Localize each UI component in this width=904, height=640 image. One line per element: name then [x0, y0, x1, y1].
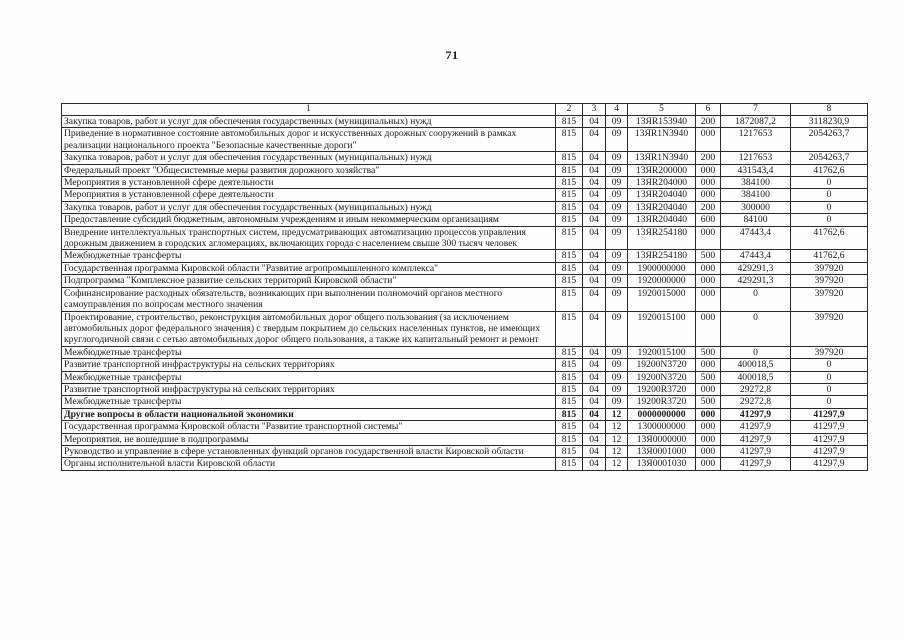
cell-col-6: 500	[696, 396, 721, 408]
table-row	[62, 152, 868, 164]
cell-col-2: 815	[556, 262, 583, 274]
cell-col-2: 815	[556, 275, 583, 287]
cell-name: Мероприятия в установленной сфере деятельности	[62, 189, 556, 201]
cell-col-6: 500	[696, 250, 721, 262]
cell-col-2: 815	[556, 445, 583, 457]
cell-col-8: 41762,6	[791, 226, 868, 250]
table-row	[62, 116, 868, 128]
cell-col-4: 09	[606, 128, 628, 152]
cell-name: Государственная программа Кировской области "Развитие агропромышленного комплекса"	[62, 262, 556, 274]
cell-name: Закупка товаров, работ и услуг для обеспечения государственных (муниципальных) нужд	[62, 152, 556, 164]
page-number: 71	[445, 48, 459, 62]
table-row	[62, 421, 868, 433]
cell-col-3: 04	[583, 226, 606, 250]
header-col-6: 6	[696, 104, 721, 116]
cell-col-7: 400018,5	[721, 359, 791, 371]
cell-col-6: 000	[696, 226, 721, 250]
cell-col-8: 0	[791, 214, 868, 226]
cell-col-7: 41297,9	[721, 421, 791, 433]
table-row	[62, 359, 868, 371]
cell-col-6: 000	[696, 287, 721, 311]
cell-col-6: 000	[696, 433, 721, 445]
cell-col-7: 1217653	[721, 152, 791, 164]
cell-col-3: 04	[583, 262, 606, 274]
cell-col-8: 2054263,7	[791, 128, 868, 152]
cell-col-3: 04	[583, 128, 606, 152]
cell-col-3: 04	[583, 371, 606, 383]
table-row	[62, 346, 868, 358]
cell-col-5: 13ЯR204040	[628, 189, 696, 201]
cell-col-2: 815	[556, 383, 583, 395]
cell-col-4: 09	[606, 164, 628, 176]
cell-col-7: 384100	[721, 177, 791, 189]
cell-name: Приведение в нормативное состояние автомобильных дорог и искусственных дорожных сооружений в рамках реализации национального проекта "Безопасные качественные дороги"	[62, 128, 556, 152]
table-row	[62, 445, 868, 457]
cell-col-7: 0	[721, 346, 791, 358]
cell-col-8: 41297,9	[791, 421, 868, 433]
cell-col-6: 500	[696, 346, 721, 358]
header-col-7: 7	[721, 104, 791, 116]
cell-col-3: 04	[583, 396, 606, 408]
cell-col-3: 04	[583, 311, 606, 346]
table-row	[62, 164, 868, 176]
cell-col-5: 0000000000	[628, 408, 696, 420]
cell-col-8: 397920	[791, 311, 868, 346]
cell-col-5: 13ЯR200000	[628, 164, 696, 176]
cell-name: Закупка товаров, работ и услуг для обеспечения государственных (муниципальных) нужд	[62, 116, 556, 128]
cell-col-4: 09	[606, 177, 628, 189]
cell-name: Межбюджетные трансферты	[62, 346, 556, 358]
cell-col-5: 19200R3720	[628, 396, 696, 408]
cell-col-4: 09	[606, 371, 628, 383]
cell-name: Развитие транспортной инфраструктуры на сельских территориях	[62, 383, 556, 395]
cell-col-4: 09	[606, 383, 628, 395]
cell-col-6: 000	[696, 275, 721, 287]
cell-col-8: 41297,9	[791, 408, 868, 420]
cell-col-4: 12	[606, 421, 628, 433]
cell-col-2: 815	[556, 164, 583, 176]
table-row	[62, 383, 868, 395]
cell-col-2: 815	[556, 311, 583, 346]
cell-col-6: 000	[696, 311, 721, 346]
cell-col-4: 09	[606, 116, 628, 128]
cell-col-3: 04	[583, 408, 606, 420]
cell-col-6: 000	[696, 128, 721, 152]
cell-col-7: 1217653	[721, 128, 791, 152]
cell-col-3: 04	[583, 346, 606, 358]
cell-col-6: 200	[696, 116, 721, 128]
cell-col-8: 397920	[791, 287, 868, 311]
cell-col-7: 1872087,2	[721, 116, 791, 128]
cell-col-4: 09	[606, 262, 628, 274]
table-body	[62, 116, 868, 471]
table-row	[62, 250, 868, 262]
cell-col-7: 41297,9	[721, 445, 791, 457]
table-row	[62, 201, 868, 213]
cell-col-2: 815	[556, 116, 583, 128]
table-row	[62, 433, 868, 445]
table-row	[62, 275, 868, 287]
cell-col-8: 41297,9	[791, 445, 868, 457]
cell-col-2: 815	[556, 458, 583, 470]
cell-col-5: 1920000000	[628, 275, 696, 287]
cell-col-3: 04	[583, 287, 606, 311]
table-row	[62, 262, 868, 274]
cell-col-2: 815	[556, 189, 583, 201]
cell-col-8: 0	[791, 201, 868, 213]
cell-name: Другие вопросы в области национальной экономики	[62, 408, 556, 420]
cell-col-6: 000	[696, 189, 721, 201]
cell-col-8: 397920	[791, 275, 868, 287]
cell-col-5: 13ЯR204040	[628, 201, 696, 213]
cell-col-7: 400018,5	[721, 371, 791, 383]
cell-col-7: 431543,4	[721, 164, 791, 176]
cell-col-2: 815	[556, 250, 583, 262]
cell-col-2: 815	[556, 359, 583, 371]
cell-col-8: 0	[791, 371, 868, 383]
cell-name: Межбюджетные трансферты	[62, 250, 556, 262]
cell-col-7: 429291,3	[721, 275, 791, 287]
cell-col-5: 13ЯR254180	[628, 250, 696, 262]
cell-col-8: 41297,9	[791, 458, 868, 470]
header-col-8: 8	[791, 104, 868, 116]
cell-col-2: 815	[556, 371, 583, 383]
cell-col-8: 0	[791, 396, 868, 408]
cell-name: Федеральный проект "Общесистемные меры развития дорожного хозяйства"	[62, 164, 556, 176]
cell-col-8: 41297,9	[791, 433, 868, 445]
cell-col-5: 1920015100	[628, 311, 696, 346]
cell-col-8: 0	[791, 189, 868, 201]
table-header-row	[62, 104, 868, 116]
cell-col-5: 13ЯR204040	[628, 214, 696, 226]
header-col-2: 2	[556, 104, 583, 116]
cell-col-6: 000	[696, 262, 721, 274]
table-row	[62, 371, 868, 383]
cell-name: Государственная программа Кировской области "Развитие транспортной системы"	[62, 421, 556, 433]
cell-col-4: 12	[606, 408, 628, 420]
table-row	[62, 189, 868, 201]
cell-col-4: 09	[606, 250, 628, 262]
cell-col-7: 41297,9	[721, 408, 791, 420]
cell-col-6: 000	[696, 421, 721, 433]
cell-col-3: 04	[583, 189, 606, 201]
cell-col-4: 09	[606, 189, 628, 201]
table-row	[62, 128, 868, 152]
cell-name: Руководство и управление в сфере установленных функций органов государственной власти Кировской области	[62, 445, 556, 457]
cell-col-8: 0	[791, 383, 868, 395]
cell-col-5: 19200N3720	[628, 359, 696, 371]
cell-name: Межбюджетные трансферты	[62, 371, 556, 383]
cell-col-4: 09	[606, 396, 628, 408]
cell-name: Проектирование, строительство, реконструкция автомобильных дорог общего пользования (за исключением автомобильных дорог федерального значения) с твердым покрытием до сельских населенных пунктов, не имеющих круглогодичной связи с сетью автомобильных дорог общего пользования, а также их капитальный ремонт и ремонт	[62, 311, 556, 346]
cell-col-3: 04	[583, 458, 606, 470]
cell-col-3: 04	[583, 164, 606, 176]
cell-col-6: 500	[696, 371, 721, 383]
cell-col-4: 09	[606, 152, 628, 164]
cell-col-2: 815	[556, 421, 583, 433]
cell-col-8: 0	[791, 359, 868, 371]
cell-col-7: 29272,8	[721, 396, 791, 408]
cell-col-3: 04	[583, 359, 606, 371]
cell-col-7: 41297,9	[721, 458, 791, 470]
cell-col-4: 09	[606, 201, 628, 213]
cell-col-4: 12	[606, 458, 628, 470]
cell-col-4: 09	[606, 287, 628, 311]
cell-col-4: 09	[606, 311, 628, 346]
cell-col-2: 815	[556, 177, 583, 189]
cell-col-5: 13ЯR153940	[628, 116, 696, 128]
cell-name: Софинансирование расходных обязательств, возникающих при выполнении полномочий органов местного самоуправления по вопросам местного значения	[62, 287, 556, 311]
cell-col-5: 19200N3720	[628, 371, 696, 383]
cell-col-4: 09	[606, 346, 628, 358]
cell-col-6: 000	[696, 458, 721, 470]
cell-col-5: 13ЯR254180	[628, 226, 696, 250]
cell-col-4: 12	[606, 433, 628, 445]
table-row	[62, 311, 868, 346]
table-row	[62, 287, 868, 311]
budget-table	[61, 103, 868, 471]
header-col-5: 5	[628, 104, 696, 116]
cell-col-5: 13Я0001000	[628, 445, 696, 457]
cell-col-4: 09	[606, 275, 628, 287]
cell-col-4: 09	[606, 226, 628, 250]
cell-col-3: 04	[583, 421, 606, 433]
cell-col-4: 09	[606, 214, 628, 226]
cell-col-4: 09	[606, 359, 628, 371]
cell-name: Мероприятия, не вошедшие в подпрограммы	[62, 433, 556, 445]
cell-col-5: 19200R3720	[628, 383, 696, 395]
cell-col-6: 600	[696, 214, 721, 226]
cell-col-7: 429291,3	[721, 262, 791, 274]
cell-col-3: 04	[583, 383, 606, 395]
cell-col-8: 41762,6	[791, 250, 868, 262]
header-col-4: 4	[606, 104, 628, 116]
header-col-3: 3	[583, 104, 606, 116]
cell-col-5: 1300000000	[628, 421, 696, 433]
cell-col-4: 12	[606, 445, 628, 457]
cell-col-6: 000	[696, 383, 721, 395]
cell-col-3: 04	[583, 201, 606, 213]
cell-col-7: 29272,8	[721, 383, 791, 395]
cell-col-2: 815	[556, 128, 583, 152]
cell-name: Межбюджетные трансферты	[62, 396, 556, 408]
cell-col-5: 1920015000	[628, 287, 696, 311]
cell-col-7: 300000	[721, 201, 791, 213]
cell-col-7: 47443,4	[721, 250, 791, 262]
cell-name: Развитие транспортной инфраструктуры на сельских территориях	[62, 359, 556, 371]
cell-name: Закупка товаров, работ и услуг для обеспечения государственных (муниципальных) нужд	[62, 201, 556, 213]
cell-col-7: 0	[721, 311, 791, 346]
cell-col-5: 13ЯR1N3940	[628, 152, 696, 164]
cell-col-8: 0	[791, 177, 868, 189]
cell-name: Органы исполнительной власти Кировской области	[62, 458, 556, 470]
cell-col-8: 397920	[791, 346, 868, 358]
cell-col-2: 815	[556, 152, 583, 164]
table-row	[62, 396, 868, 408]
cell-col-2: 815	[556, 214, 583, 226]
cell-col-3: 04	[583, 152, 606, 164]
cell-name: Мероприятия в установленной сфере деятельности	[62, 177, 556, 189]
cell-col-2: 815	[556, 201, 583, 213]
table-row	[62, 177, 868, 189]
cell-col-2: 815	[556, 408, 583, 420]
cell-name: Внедрение интеллектуальных транспортных систем, предусматривающих автоматизацию процессов управления дорожным движением в городских агломерациях, включающих города с населением свыше 300 тысяч человек	[62, 226, 556, 250]
cell-col-2: 815	[556, 226, 583, 250]
cell-col-6: 000	[696, 408, 721, 420]
header-col-1: 1	[62, 104, 556, 116]
cell-col-8: 2054263,7	[791, 152, 868, 164]
cell-col-3: 04	[583, 250, 606, 262]
cell-col-6: 200	[696, 152, 721, 164]
cell-col-7: 84100	[721, 214, 791, 226]
cell-name: Подпрограмма "Комплексное развитие сельских территорий Кировской области"	[62, 275, 556, 287]
cell-col-6: 000	[696, 445, 721, 457]
table-row	[62, 458, 868, 470]
cell-col-2: 815	[556, 346, 583, 358]
cell-col-2: 815	[556, 396, 583, 408]
cell-col-6: 200	[696, 201, 721, 213]
cell-col-5: 13ЯR1N3940	[628, 128, 696, 152]
cell-col-3: 04	[583, 177, 606, 189]
cell-col-6: 000	[696, 164, 721, 176]
cell-col-7: 384100	[721, 189, 791, 201]
cell-col-2: 815	[556, 433, 583, 445]
cell-col-7: 41297,9	[721, 433, 791, 445]
cell-col-6: 000	[696, 177, 721, 189]
cell-col-5: 13Я0000000	[628, 433, 696, 445]
cell-col-3: 04	[583, 433, 606, 445]
cell-col-7: 0	[721, 287, 791, 311]
table-row	[62, 408, 868, 420]
table-row	[62, 214, 868, 226]
cell-col-5: 1920015100	[628, 346, 696, 358]
cell-col-8: 41762,6	[791, 164, 868, 176]
cell-col-8: 397920	[791, 262, 868, 274]
cell-col-5: 1900000000	[628, 262, 696, 274]
cell-col-7: 47443,4	[721, 226, 791, 250]
cell-col-5: 13ЯR204000	[628, 177, 696, 189]
cell-col-5: 13Я0001030	[628, 458, 696, 470]
cell-col-2: 815	[556, 287, 583, 311]
table-row	[62, 226, 868, 250]
cell-col-3: 04	[583, 214, 606, 226]
cell-col-8: 3118230,9	[791, 116, 868, 128]
cell-col-3: 04	[583, 275, 606, 287]
cell-col-3: 04	[583, 116, 606, 128]
cell-name: Предоставление субсидий бюджетным, автономным учреждениям и иным некоммерческим организациям	[62, 214, 556, 226]
cell-col-3: 04	[583, 445, 606, 457]
cell-col-6: 000	[696, 359, 721, 371]
